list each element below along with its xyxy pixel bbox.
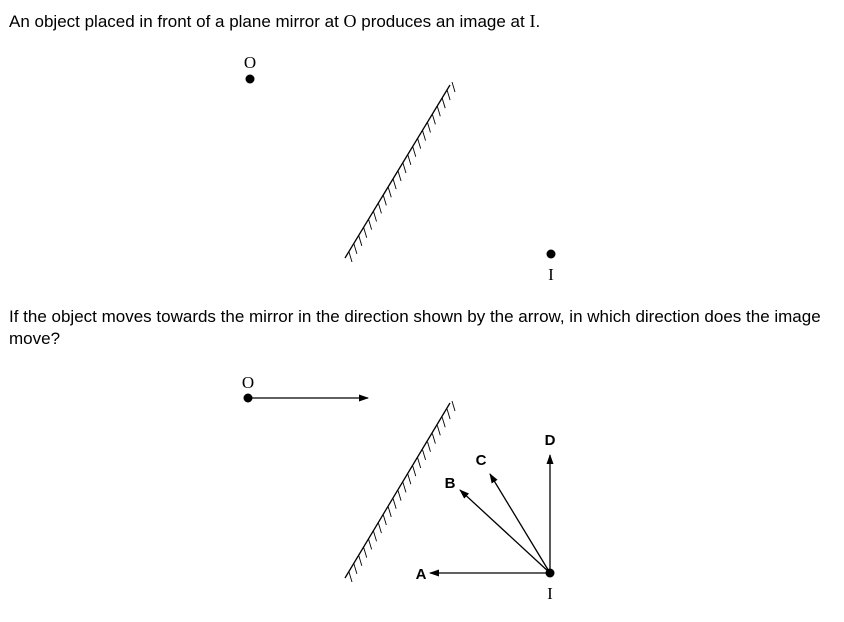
- mirror-hatch-mark: [393, 179, 396, 189]
- mirror-hatch-mark: [349, 572, 352, 582]
- mirror-hatch-mark: [413, 147, 416, 157]
- mirror-hatch-mark: [427, 442, 430, 452]
- mirror-hatch-mark: [383, 515, 386, 525]
- top-mirror: [345, 85, 450, 258]
- mirror-hatch-mark: [442, 417, 445, 427]
- intro-suffix: .: [535, 12, 541, 31]
- mirror-hatch-mark: [447, 90, 450, 100]
- mirror-hatch-mark: [383, 195, 386, 205]
- mirror-hatch-mark: [437, 106, 440, 116]
- mirror-hatch-mark: [423, 131, 426, 141]
- option-b-label: B: [444, 475, 456, 492]
- mirror-hatch-mark: [364, 548, 367, 558]
- option-c-arrow: [490, 474, 550, 573]
- mirror-hatch-mark: [374, 212, 377, 222]
- mirror-hatch-mark: [393, 499, 396, 509]
- bottom-mirror-hatching: [349, 401, 455, 582]
- mirror-hatch-mark: [359, 556, 362, 566]
- mirror-hatch-mark: [369, 220, 372, 230]
- mirror-hatch-mark: [354, 564, 357, 574]
- mirror-hatch-mark: [403, 163, 406, 173]
- top-object-point: [246, 75, 255, 84]
- mirror-hatch-mark: [408, 155, 411, 165]
- mirror-hatch-mark: [374, 531, 377, 541]
- bottom-object-label: O: [241, 373, 255, 392]
- mirror-hatch-mark: [378, 203, 381, 213]
- mirror-hatch-mark: [354, 244, 357, 254]
- mirror-hatch-mark: [349, 252, 352, 262]
- mirror-hatch-mark: [413, 466, 416, 476]
- mirror-hatch-mark: [369, 539, 372, 549]
- mirror-hatch-mark: [427, 122, 430, 132]
- mirror-hatch-mark: [447, 409, 450, 419]
- mirror-hatch-mark: [418, 139, 421, 149]
- top-image-label: I: [548, 265, 554, 284]
- mirror-hatch-mark: [403, 482, 406, 492]
- top-diagram: [244, 53, 556, 284]
- bottom-diagram: [242, 373, 556, 603]
- mirror-hatch-mark: [398, 491, 401, 501]
- mirror-hatch-mark: [388, 507, 391, 517]
- option-c-label: C: [475, 452, 487, 469]
- mirror-hatch-mark: [378, 523, 381, 533]
- intro-image-symbol: I: [529, 11, 536, 31]
- mirror-hatch-mark: [452, 401, 455, 411]
- intro-middle: produces an image at: [356, 12, 530, 31]
- mirror-hatch-mark: [364, 228, 367, 238]
- question-text: If the object moves towards the mirror in the direction shown by the arrow, in which direction does the image move?: [9, 307, 821, 348]
- mirror-hatch-mark: [418, 458, 421, 468]
- mirror-hatch-mark: [359, 236, 362, 246]
- top-mirror-hatching: [349, 82, 455, 262]
- mirror-hatch-mark: [432, 434, 435, 444]
- top-image-point: [547, 250, 556, 259]
- bottom-image-label: I: [547, 584, 553, 603]
- intro-object-symbol: O: [343, 11, 357, 31]
- option-a-label: A: [415, 566, 427, 583]
- mirror-hatch-mark: [423, 450, 426, 460]
- option-b-arrow: [460, 490, 550, 573]
- mirror-hatch-mark: [398, 171, 401, 181]
- bottom-mirror: [345, 403, 450, 578]
- top-object-label: O: [243, 53, 257, 72]
- mirror-hatch-mark: [408, 474, 411, 484]
- mirror-hatch-mark: [452, 82, 455, 92]
- mirror-hatch-mark: [388, 187, 391, 197]
- mirror-hatch-mark: [432, 114, 435, 124]
- mirror-hatch-mark: [442, 98, 445, 108]
- option-d-label: D: [544, 432, 556, 449]
- mirror-hatch-mark: [437, 425, 440, 435]
- intro-prefix: An object placed in front of a plane mirror at: [9, 12, 344, 31]
